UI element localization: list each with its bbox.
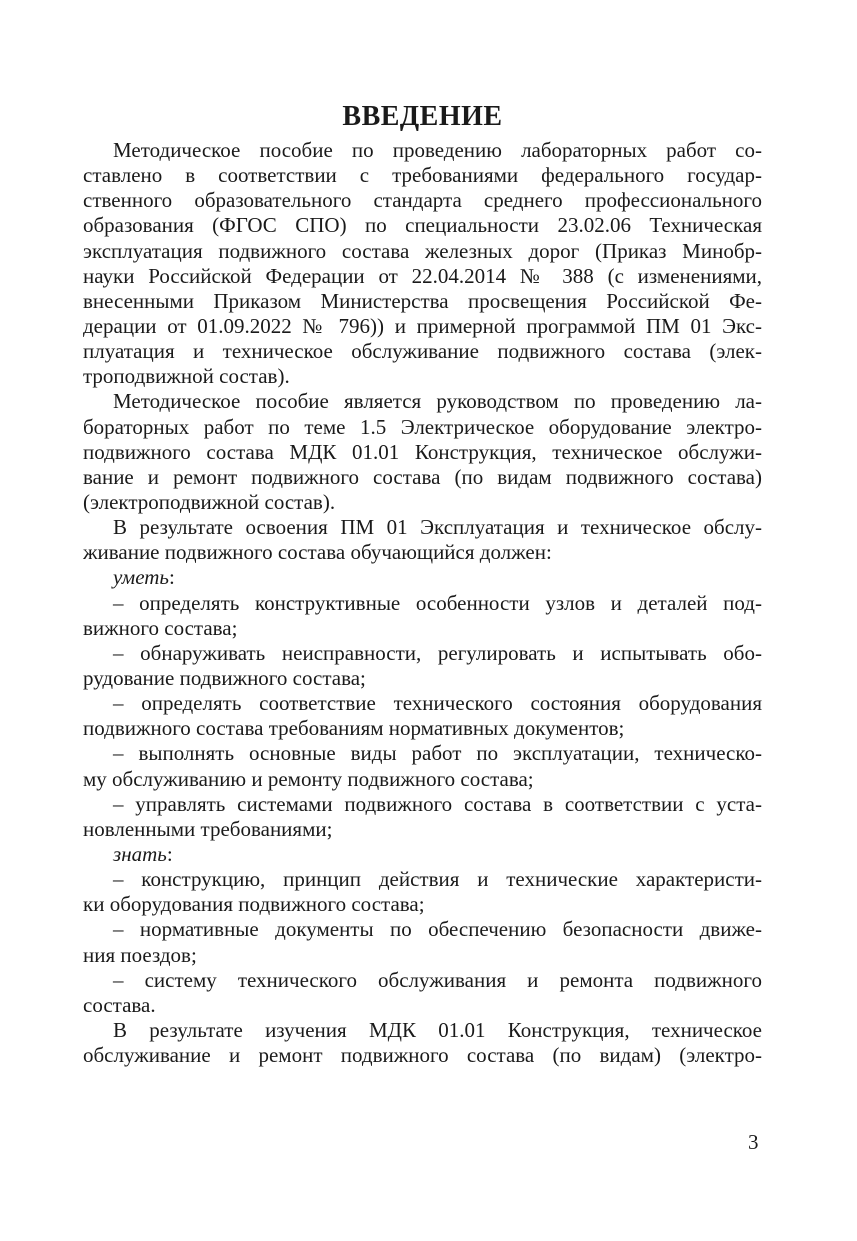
- knowledge-label-line: знать:: [83, 842, 762, 867]
- list-item: [83, 867, 762, 917]
- text-line: ки оборудования подвижного состава;: [83, 892, 425, 917]
- text-line: ния поездов;: [83, 942, 197, 967]
- text-line: – конструкцию, принцип действия и технические характеристи-: [113, 867, 762, 892]
- text-line: му обслуживанию и ремонту подвижного состава;: [83, 766, 534, 791]
- knowledge-label: знать: [113, 841, 167, 866]
- document-page: [83, 97, 762, 1068]
- text-line: – нормативные документы по обеспечению безопасности движе-: [113, 917, 762, 942]
- list-item: [83, 968, 762, 1018]
- intro-paragraph-3: [83, 515, 762, 565]
- list-item: [83, 741, 762, 791]
- intro-paragraph-2: [83, 389, 762, 515]
- text-line: Методическое пособие является руководством по проведению ла-: [113, 389, 762, 414]
- page-title: ВВЕДЕНИЕ: [342, 101, 503, 132]
- list-item: [83, 792, 762, 842]
- text-line: ственного образовательного стандарта среднего профессионального: [83, 188, 762, 213]
- text-line: образования (ФГОС СПО) по специальности 23.02.06 Техническая: [83, 213, 762, 238]
- list-item: [83, 641, 762, 691]
- skills-label: уметь: [113, 565, 169, 590]
- intro-paragraph-1: [83, 138, 762, 389]
- text-line: вижного состава;: [83, 615, 238, 640]
- text-line: обслуживание и ремонт подвижного состава (по видам) (электро-: [83, 1043, 762, 1068]
- text-line: состава.: [83, 992, 156, 1017]
- page-number: 3: [748, 1130, 759, 1154]
- text-line: – выполнять основные виды работ по эксплуатации, техническо-: [113, 741, 762, 766]
- text-line: – управлять системами подвижного состава в соответствии с уста-: [113, 791, 762, 816]
- list-item: [83, 591, 762, 641]
- text-line: Методическое пособие по проведению лабораторных работ со-: [113, 138, 762, 162]
- skills-list: [83, 591, 762, 842]
- text-line: вание и ремонт подвижного состава (по видам подвижного состава): [83, 464, 762, 489]
- list-item: [83, 917, 762, 967]
- text-line: (электроподвижной состав).: [83, 489, 336, 514]
- text-line: – систему технического обслуживания и ремонта подвижного: [113, 967, 762, 992]
- text-line: бораторных работ по теме 1.5 Электрическое оборудование электро-: [83, 414, 762, 439]
- list-item: [83, 691, 762, 741]
- text-line: новленными требованиями;: [83, 816, 333, 841]
- text-line: подвижного состава МДК 01.01 Конструкция, техническое обслужи-: [83, 439, 762, 464]
- text-line: подвижного состава требованиям нормативных документов;: [83, 716, 625, 741]
- text-line: ставлено в соответствии с требованиями федерального государ-: [83, 163, 762, 188]
- knowledge-list: [83, 867, 762, 1018]
- closing-paragraph: [83, 1018, 762, 1068]
- skills-label-line: уметь:: [83, 565, 762, 590]
- text-line: В результате освоения ПМ 01 Эксплуатация и техническое обслу-: [113, 515, 762, 540]
- text-line: троподвижной состав).: [83, 364, 290, 389]
- text-line: дерации от 01.09.2022 № 796)) и примерной программой ПМ 01 Экс-: [83, 313, 762, 338]
- text-line: В результате изучения МДК 01.01 Конструкция, техническое: [113, 1017, 762, 1042]
- text-line: эксплуатация подвижного состава железных дорог (Приказ Минобр-: [83, 238, 762, 263]
- text-line: живание подвижного состава обучающийся должен:: [83, 540, 552, 565]
- text-line: внесенными Приказом Министерства просвещения Российской Фе-: [83, 288, 762, 313]
- text-line: – определять соответствие технического состояния оборудования: [113, 691, 762, 716]
- text-line: – обнаруживать неисправности, регулировать и испытывать обо-: [113, 640, 762, 665]
- text-line: плуатация и техническое обслуживание подвижного состава (элек-: [83, 339, 762, 364]
- text-line: рудование подвижного состава;: [83, 665, 366, 690]
- text-line: – определять конструктивные особенности узлов и деталей под-: [113, 590, 762, 615]
- text-line: науки Российской Федерации от 22.04.2014 № 388 (с изменениями,: [83, 263, 762, 288]
